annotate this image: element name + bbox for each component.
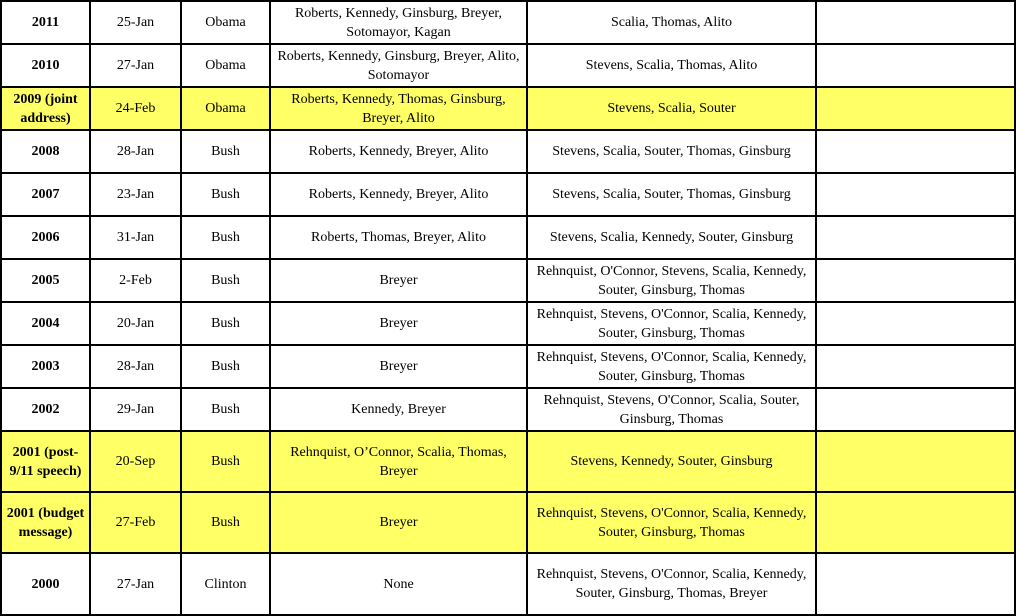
year-cell: 2004	[1, 302, 90, 345]
table-row	[1, 345, 1015, 388]
date-cell: 27-Jan	[90, 553, 181, 615]
absent-cell: Rehnquist, O'Connor, Stevens, Scalia, Kennedy, Souter, Ginsburg, Thomas	[527, 259, 816, 302]
year-cell: 2010	[1, 44, 90, 87]
date-cell: 28-Jan	[90, 345, 181, 388]
attended-cell: Breyer	[270, 259, 527, 302]
date-cell: 2-Feb	[90, 259, 181, 302]
table-row	[1, 553, 1015, 615]
date-cell: 25-Jan	[90, 1, 181, 44]
president-cell: Obama	[181, 87, 270, 130]
absent-cell: Rehnquist, Stevens, O'Connor, Scalia, Kennedy, Souter, Ginsburg, Thomas	[527, 302, 816, 345]
date-cell: 29-Jan	[90, 388, 181, 431]
year-cell: 2011	[1, 1, 90, 44]
notes-cell	[816, 431, 1015, 492]
year-cell: 2008	[1, 130, 90, 173]
notes-cell	[816, 173, 1015, 216]
attended-cell: Breyer	[270, 492, 527, 553]
president-cell: Bush	[181, 492, 270, 553]
absent-cell: Scalia, Thomas, Alito	[527, 1, 816, 44]
attended-cell: Roberts, Kennedy, Ginsburg, Breyer, Alito, Sotomayor	[270, 44, 527, 87]
attended-cell: Roberts, Thomas, Breyer, Alito	[270, 216, 527, 259]
year-cell: 2001 (budget message)	[1, 492, 90, 553]
date-cell: 20-Sep	[90, 431, 181, 492]
absent-cell: Stevens, Scalia, Kennedy, Souter, Ginsburg	[527, 216, 816, 259]
absent-cell: Stevens, Kennedy, Souter, Ginsburg	[527, 431, 816, 492]
attended-cell: Roberts, Kennedy, Breyer, Alito	[270, 173, 527, 216]
date-cell: 20-Jan	[90, 302, 181, 345]
table-row	[1, 259, 1015, 302]
notes-cell	[816, 87, 1015, 130]
notes-cell	[816, 1, 1015, 44]
president-cell: Obama	[181, 44, 270, 87]
notes-cell	[816, 553, 1015, 615]
absent-cell: Stevens, Scalia, Thomas, Alito	[527, 44, 816, 87]
table-row	[1, 173, 1015, 216]
date-cell: 23-Jan	[90, 173, 181, 216]
president-cell: Bush	[181, 388, 270, 431]
absent-cell: Stevens, Scalia, Souter	[527, 87, 816, 130]
year-cell: 2003	[1, 345, 90, 388]
absent-cell: Rehnquist, Stevens, O'Connor, Scalia, Kennedy, Souter, Ginsburg, Thomas	[527, 345, 816, 388]
notes-cell	[816, 302, 1015, 345]
date-cell: 28-Jan	[90, 130, 181, 173]
notes-cell	[816, 345, 1015, 388]
table-row	[1, 492, 1015, 553]
notes-cell	[816, 44, 1015, 87]
notes-cell	[816, 388, 1015, 431]
date-cell: 24-Feb	[90, 87, 181, 130]
date-cell: 27-Jan	[90, 44, 181, 87]
table-row	[1, 302, 1015, 345]
attended-cell: Roberts, Kennedy, Thomas, Ginsburg, Breyer, Alito	[270, 87, 527, 130]
president-cell: Bush	[181, 216, 270, 259]
attended-cell: Kennedy, Breyer	[270, 388, 527, 431]
date-cell: 31-Jan	[90, 216, 181, 259]
absent-cell: Rehnquist, Stevens, O'Connor, Scalia, Kennedy, Souter, Ginsburg, Thomas	[527, 492, 816, 553]
table-row	[1, 431, 1015, 492]
year-cell: 2000	[1, 553, 90, 615]
absent-cell: Stevens, Scalia, Souter, Thomas, Ginsburg	[527, 130, 816, 173]
attended-cell: Breyer	[270, 345, 527, 388]
table-row	[1, 130, 1015, 173]
president-cell: Bush	[181, 431, 270, 492]
president-cell: Clinton	[181, 553, 270, 615]
date-cell: 27-Feb	[90, 492, 181, 553]
table-body	[1, 1, 1015, 615]
year-cell: 2001 (post-9/11 speech)	[1, 431, 90, 492]
notes-cell	[816, 492, 1015, 553]
year-cell: 2007	[1, 173, 90, 216]
table-row	[1, 1, 1015, 44]
president-cell: Bush	[181, 259, 270, 302]
notes-cell	[816, 216, 1015, 259]
attended-cell: Roberts, Kennedy, Breyer, Alito	[270, 130, 527, 173]
notes-cell	[816, 259, 1015, 302]
year-cell: 2002	[1, 388, 90, 431]
table-row	[1, 216, 1015, 259]
notes-cell	[816, 130, 1015, 173]
attended-cell: Roberts, Kennedy, Ginsburg, Breyer, Sotomayor, Kagan	[270, 1, 527, 44]
attended-cell: Breyer	[270, 302, 527, 345]
table-row	[1, 388, 1015, 431]
absent-cell: Stevens, Scalia, Souter, Thomas, Ginsburg	[527, 173, 816, 216]
table-row	[1, 44, 1015, 87]
attended-cell: Rehnquist, O’Connor, Scalia, Thomas, Breyer	[270, 431, 527, 492]
year-cell: 2006	[1, 216, 90, 259]
president-cell: Obama	[181, 1, 270, 44]
president-cell: Bush	[181, 173, 270, 216]
president-cell: Bush	[181, 130, 270, 173]
absent-cell: Rehnquist, Stevens, O'Connor, Scalia, Kennedy, Souter, Ginsburg, Thomas, Breyer	[527, 553, 816, 615]
table-row	[1, 87, 1015, 130]
year-cell: 2005	[1, 259, 90, 302]
absent-cell: Rehnquist, Stevens, O'Connor, Scalia, Souter, Ginsburg, Thomas	[527, 388, 816, 431]
attended-cell: None	[270, 553, 527, 615]
year-cell: 2009 (joint address)	[1, 87, 90, 130]
president-cell: Bush	[181, 302, 270, 345]
president-cell: Bush	[181, 345, 270, 388]
